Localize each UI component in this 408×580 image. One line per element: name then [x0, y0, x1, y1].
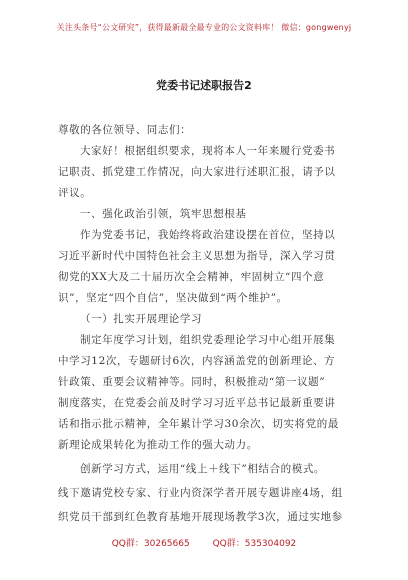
paragraph-line: 织党员干部到红色教育基地开展现场教学3次，通过实地参: [58, 511, 343, 523]
paragraph-line: 识”，坚定“四个自信”，坚决做到“两个维护”。: [58, 292, 288, 304]
paragraph-line: 中学习12次，专题研讨6次，内容涵盖党的创新理论、方: [58, 355, 336, 367]
paragraph-line: 制度落实，在党委会前及时学习习近平总书记最新重要讲: [58, 397, 336, 409]
paragraph-line: 针政策、重要会议精神等。同时，积极推动“第一议题”: [58, 376, 326, 388]
paragraph-line: 评议。: [58, 187, 92, 199]
subsection-heading: （一）扎实开展理论学习: [80, 313, 203, 325]
footer-qq-group-2: QQ群：535304092: [212, 539, 297, 549]
paragraph-line: 制定年度学习计划，组织党委理论学习中心组开展集: [80, 334, 336, 346]
salutation-line: 尊敬的各位领导、同志们：: [58, 124, 192, 136]
footer-qq-group-1: QQ群：30265665: [111, 539, 190, 549]
paragraph-line: 话和指示批示精神，全年累计学习30余次，切实将党的最: [58, 418, 339, 430]
document-title: 党委书记述职报告2: [156, 79, 252, 92]
paragraph-line: 记职责、抓党建工作情况，向大家进行述职汇报，请予以: [58, 166, 336, 178]
paragraph-line: 线下邀请党校专家、行业内资深学者开展专题讲座4场，组: [58, 487, 343, 499]
header-banner: 关注头条号“公文研究”，获得最新最全最专业的公文资料库！ 微信：gongwenyj: [56, 23, 352, 32]
footer: [0, 536, 408, 549]
section-heading: 一、强化政治引领，筑牢思想根基: [80, 208, 247, 220]
paragraph-line: 大家好！根据组织要求，现将本人一年来履行党委书: [80, 145, 336, 157]
paragraph-line: 作为党委书记，我始终将政治建设摆在首位，坚持以: [80, 229, 336, 241]
paragraph-line: 彻党的XX大及二十届历次全会精神，牢固树立“四个意: [58, 271, 325, 283]
paragraph-line: 新理论成果转化为推动工作的强大动力。: [58, 439, 258, 451]
paragraph-line: 创新学习方式，运用“线上＋线下”相结合的模式。: [80, 463, 326, 475]
paragraph-line: 习近平新时代中国特色社会主义思想为指导，深入学习贯: [58, 250, 336, 262]
